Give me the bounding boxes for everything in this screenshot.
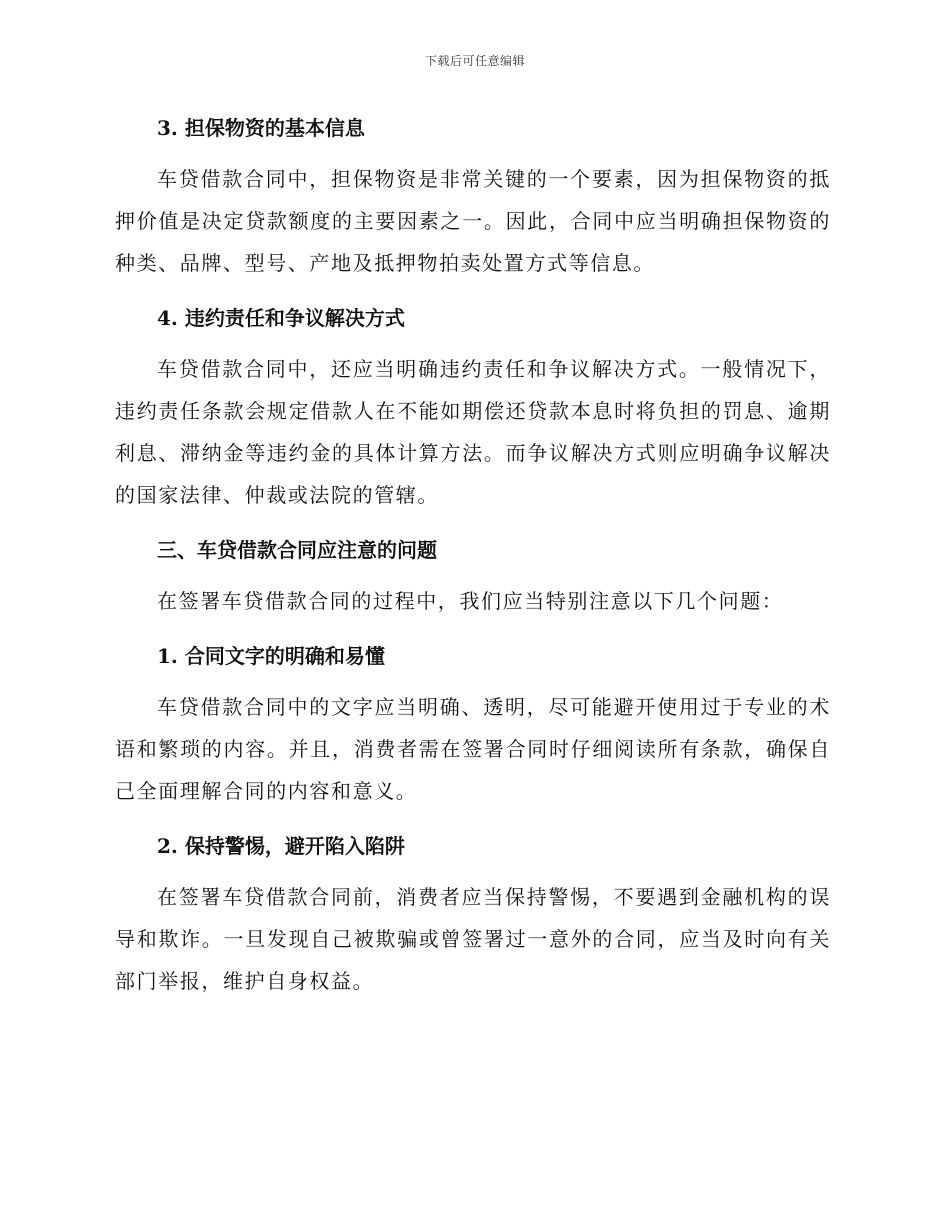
section-heading-stay-alert: 2. 保持警惕，避开陷入陷阱 bbox=[157, 834, 405, 858]
paragraph-clear-wording: 车贷借款合同中的文字应当明确、透明，尽可能避开使用过于专业的术语和繁琐的内容。并且，消费者需在签署合同时仔细阅读所有条款，确保自己全面理解合同的内容和意义。 bbox=[115, 695, 831, 803]
paragraph-stay-alert: 在签署车贷借款合同前，消费者应当保持警惕，不要遇到金融机构的误导和欺诈。一旦发现自己被欺骗或曾签署过一意外的合同，应当及时向有关部门举报，维护自身权益。 bbox=[115, 885, 831, 993]
section-heading-notes: 三、车贷借款合同应注意的问题 bbox=[157, 538, 437, 562]
paragraph-collateral-info: 车贷借款合同中，担保物资是非常关键的一个要素，因为担保物资的抵押价值是决定贷款额度的主要因素之一。因此，合同中应当明确担保物资的种类、品牌、型号、产地及抵押物拍卖处置方式等信息。 bbox=[115, 167, 831, 275]
page-header-note: 下载后可任意编辑 bbox=[424, 54, 525, 68]
paragraph-notes-intro: 在签署车贷借款合同的过程中，我们应当特别注意以下几个问题： bbox=[157, 589, 784, 613]
document-body bbox=[115, 111, 831, 1002]
section-heading-liability-disputes: 4. 违约责任和争议解决方式 bbox=[157, 306, 405, 330]
section-heading-collateral-info: 3. 担保物资的基本信息 bbox=[157, 116, 365, 140]
paragraph-liability-disputes: 车贷借款合同中，还应当明确违约责任和争议解决方式。一般情况下，违约责任条款会规定借款人在不能如期偿还贷款本息时将负担的罚息、逾期利息、滞纳金等违约金的具体计算方法。而争议解决方式则应明确争议解决的国家法律、仲裁或法院的管辖。 bbox=[115, 357, 831, 507]
section-heading-clear-wording: 1. 合同文字的明确和易懂 bbox=[157, 644, 385, 668]
